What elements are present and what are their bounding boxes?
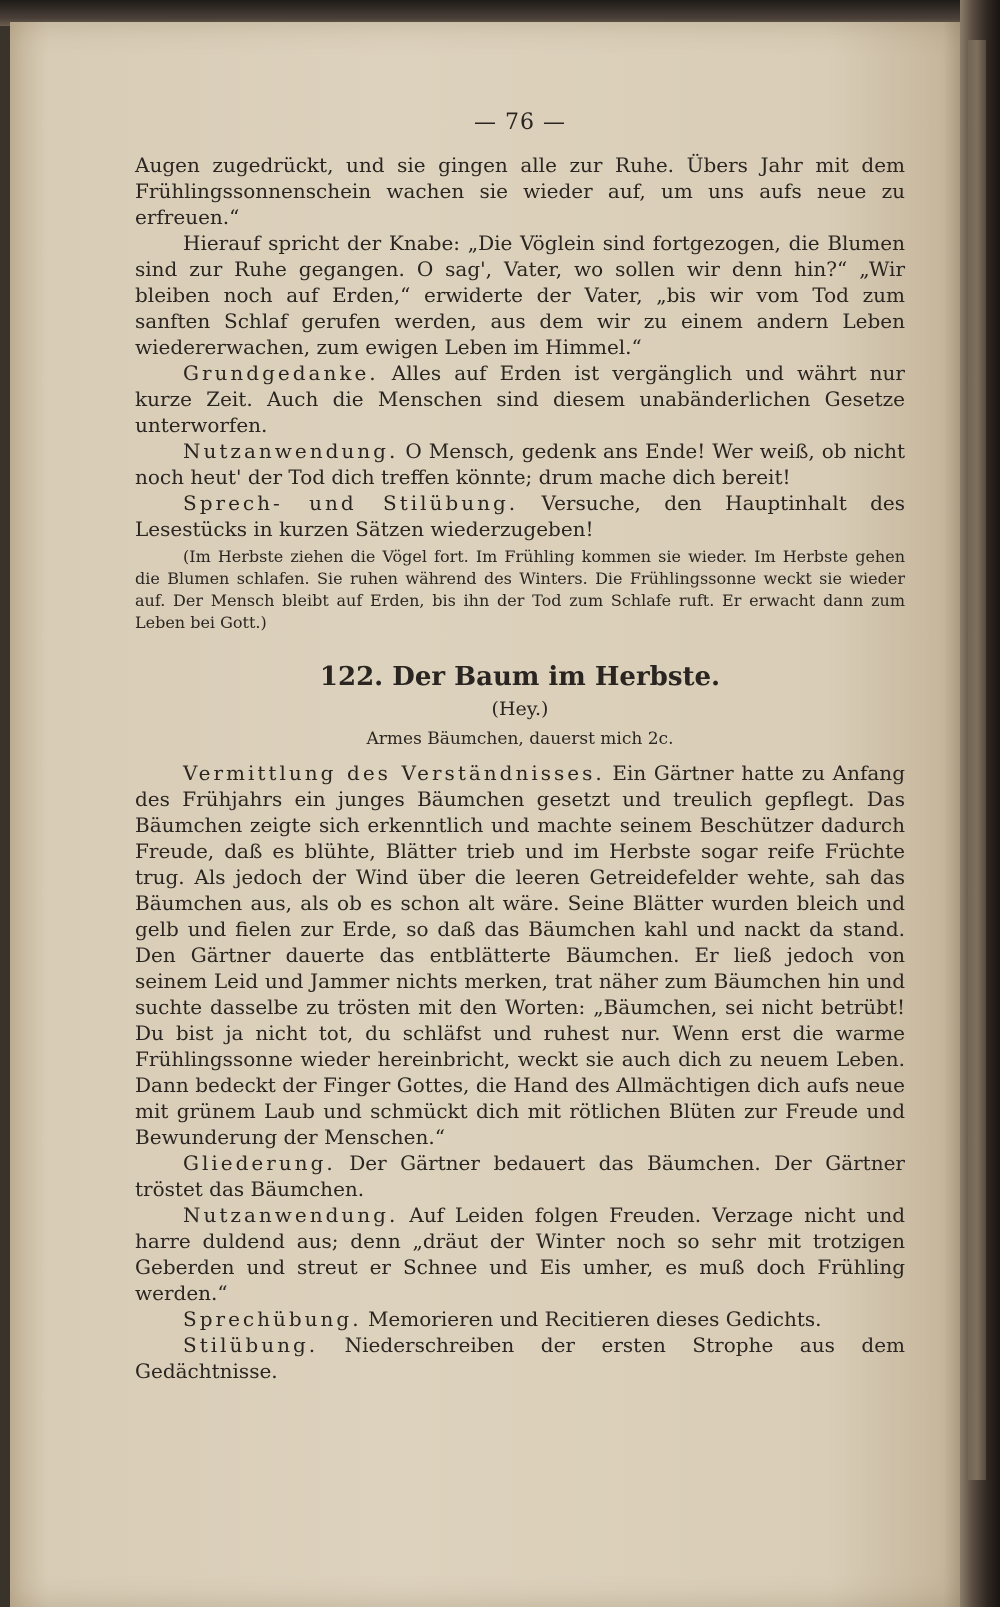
- sprechuebung-label: Sprechübung.: [183, 1307, 362, 1331]
- nutzanwendung-text-2: Auf Leiden folgen Freuden. Verzage nicht und harre duldend aus; denn „dräut der Winter noch so sehr mit trotzigen Geberden und streut er Schnee und Eis umher, es muß doch Frühling werden.“: [135, 1203, 905, 1305]
- nutzanwendung-label-1: Nutzanwendung.: [183, 439, 399, 463]
- stiluebung-label: Stilübung.: [183, 1333, 319, 1357]
- grundgedanke-text: Alles auf Erden ist vergänglich und währt nur kurze Zeit. Auch die Menschen sind diesem unabänderlichen Gesetze unterworfen.: [135, 361, 905, 437]
- sprech-stil-label: Sprech- und Stilübung.: [183, 491, 519, 515]
- vermittlung-label: Vermittlung des Verständnisses.: [183, 761, 605, 785]
- page-text: [135, 110, 905, 1384]
- paragraph-top-2: Hierauf spricht der Knabe: „Die Vöglein sind fortgezogen, die Blumen sind zur Ruhe gegangen. O sag', Vater, wo sollen wir denn hin?“ „Wir bleiben noch auf Erden,“ erwiderte der Vater, „bis wir vom Tod zum sanften Schlaf gerufen werden, aus dem wir zu einem andern Leben wiedererwachen, zum ewigen Leben im Himmel.“: [135, 231, 905, 359]
- book-binding-edge: [960, 0, 1000, 1607]
- sprech-stil-text: Versuche, den Hauptinhalt des Lesestücks in kurzen Sätzen wiederzugeben!: [135, 491, 905, 541]
- poem-incipit: Armes Bäumchen, dauerst mich 2c.: [366, 729, 674, 749]
- paragraph-top-1: Augen zugedrückt, und sie gingen alle zur Ruhe. Übers Jahr mit dem Frühlingssonnenschein wachen sie wieder auf, um uns aufs neue zu erfreuen.“: [135, 153, 905, 229]
- vermittlung-text: Ein Gärtner hatte zu Anfang des Frühjahrs ein junges Bäumchen gesetzt und treulich gepflegt. Das Bäumchen zeigte sich erkenntlich und machte seinem Beschützer dadurch Freude, daß es blühte, Blätter trieb und im Herbste sogar reife Früchte trug. Als jedoch der Wind über die leeren Getreidefelder wehte, sah das Bäumchen aus, als ob es schon alt wäre. Seine Blätter wurden bleich und gelb und fielen zur Erde, so daß das Bäumchen kahl und nackt da stand. Den Gärtner dauerte das entblätterte Bäumchen. Er ließ jedoch von seinem Leid und Jammer nichts merken, trat näher zum Bäumchen hin und suchte dasselbe zu trösten mit den Worten: „Bäumchen, sei nicht betrübt! Du bist ja nicht tot, du schläfst und ruhest nur. Wenn erst die warme Frühlingssonne wieder hereinbricht, weckt sie auch dich zu neuem Leben. Dann bedeckt der Finger Gottes, die Hand des Allmächtigen dich aufs neue mit grünem Laub und schmückt dich mit rötlichen Blüten zur Freude und Bewunderung der Menschen.“: [135, 761, 905, 1149]
- page-stack-strip: [968, 40, 986, 1480]
- vermittlung-paragraph: [135, 760, 905, 1150]
- sprech-stil-paragraph: [135, 490, 905, 542]
- gliederung-text: Der Gärtner bedauert das Bäumchen. Der Gärtner tröstet das Bäumchen.: [135, 1151, 905, 1201]
- poem-author: (Hey.): [491, 698, 549, 720]
- nutzanwendung-paragraph-1: [135, 438, 905, 490]
- gliederung-label: Gliederung.: [183, 1151, 336, 1175]
- grundgedanke-label: Grundgedanke.: [183, 361, 379, 385]
- gliederung-paragraph: [135, 1150, 905, 1202]
- grundgedanke-paragraph: [135, 360, 905, 438]
- small-note: (Im Herbste ziehen die Vögel fort. Im Frühling kommen sie wieder. Im Herbste gehen die Blumen schlafen. Sie ruhen während des Winters. Die Frühlingssonne weckt sie wieder auf. Der Mensch bleibt auf Erden, bis ihn der Tod zum Schlafe ruft. Er erwacht dann zum Leben bei Gott.): [135, 547, 905, 632]
- page-number: — 76 —: [474, 110, 566, 135]
- section-heading: 122. Der Baum im Herbste.: [319, 662, 721, 692]
- sprechuebung-paragraph: [135, 1306, 905, 1332]
- sprechuebung-text: Memorieren und Recitieren dieses Gedichts.: [361, 1307, 822, 1331]
- nutzanwendung-text-1: O Mensch, gedenk ans Ende! Wer weiß, ob nicht noch heut' der Tod dich treffen könnte; drum mache dich bereit!: [135, 439, 905, 489]
- nutzanwendung-label-2: Nutzanwendung.: [183, 1203, 399, 1227]
- nutzanwendung-paragraph-2: [135, 1202, 905, 1306]
- stiluebung-paragraph: [135, 1332, 905, 1384]
- stiluebung-text: Niederschreiben der ersten Strophe aus dem Gedächtnisse.: [135, 1333, 905, 1383]
